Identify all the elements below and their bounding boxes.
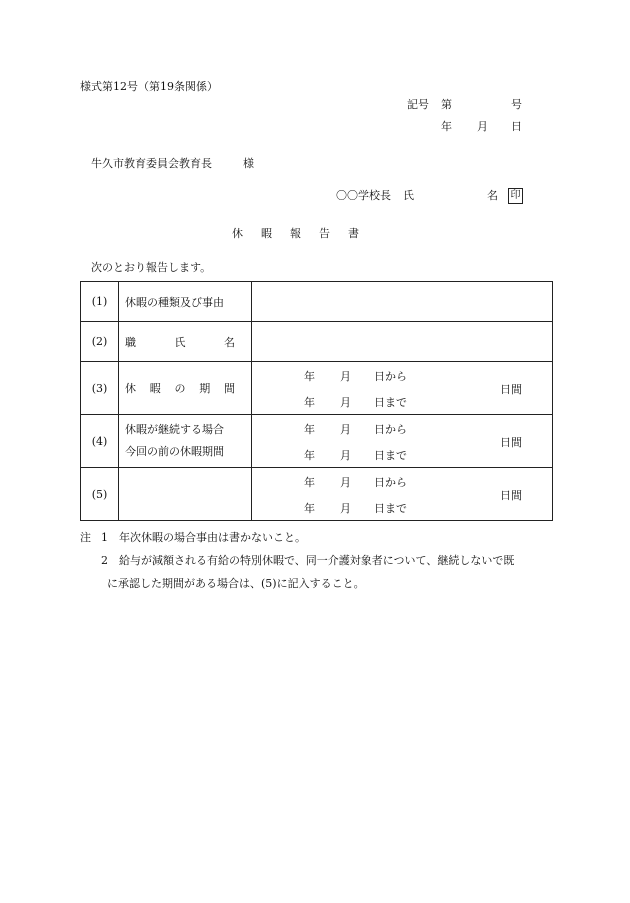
addressee-honorific: 様	[243, 157, 254, 170]
period-value-cell[interactable]: 年 月 日から 年 月 日まで 日間	[252, 362, 553, 415]
title-char: 暇	[261, 227, 272, 240]
ref-label: 記号	[407, 98, 429, 111]
seal-mark: 印	[508, 188, 523, 204]
sender-title: 〇〇学校長	[336, 189, 391, 202]
row-number: (2)	[81, 322, 119, 362]
days-label: 日間	[500, 436, 522, 449]
previous-period-value-cell[interactable]: 年 月 日から 年 月 日まで 日間	[252, 415, 553, 468]
note-text-continued: に承認した期間がある場合は、(5)に記入すること。	[107, 577, 365, 590]
extra-period-value-cell[interactable]: 年 月 日から 年 月 日まで 日間	[252, 468, 553, 521]
table-row	[81, 282, 553, 322]
table-row	[81, 468, 553, 521]
row-number: (1)	[81, 282, 119, 322]
report-table	[80, 281, 553, 521]
notes-prefix: 注	[80, 531, 91, 544]
note-text: 年次休暇の場合事由は書かないこと。	[119, 531, 306, 544]
row-label-name: 職 氏 名	[119, 322, 252, 362]
row-number: (4)	[81, 415, 119, 468]
intro-text: 次のとおり報告します。	[91, 261, 212, 274]
form-number: 様式第12号（第19条関係）	[80, 80, 218, 93]
note-number: 1	[101, 531, 108, 544]
note-number: 2	[101, 554, 108, 567]
row-number: (5)	[81, 468, 119, 521]
table-row	[81, 322, 553, 362]
table-row	[81, 415, 553, 468]
date-month: 月	[477, 120, 488, 133]
name-value-cell[interactable]	[252, 322, 553, 362]
addressee: 牛久市教育委員会教育長	[91, 157, 212, 170]
reason-value-cell[interactable]	[252, 282, 553, 322]
document-title	[223, 227, 368, 241]
days-label: 日間	[500, 489, 522, 502]
ref-dai: 第	[441, 98, 452, 111]
row-label-period: 休 暇 の 期 間	[119, 362, 252, 415]
table-row	[81, 362, 553, 415]
title-char: 報	[290, 227, 301, 240]
sender-shi: 氏	[403, 189, 414, 202]
date-day: 日	[511, 120, 522, 133]
sender-mei: 名	[487, 189, 498, 202]
days-label: 日間	[500, 383, 522, 396]
row-label-blank[interactable]	[119, 468, 252, 521]
row-number: (3)	[81, 362, 119, 415]
title-char: 告	[319, 227, 330, 240]
row-label-reason: 休暇の種類及び事由	[119, 282, 252, 322]
ref-go: 号	[511, 98, 522, 111]
title-char: 書	[348, 227, 359, 240]
date-year: 年	[441, 120, 452, 133]
row-label-previous-period: 休暇が継続する場合 今回の前の休暇期間	[119, 415, 252, 468]
title-char: 休	[232, 227, 243, 240]
note-text: 給与が減額される有給の特別休暇で、同一介護対象者について、継続しないで既	[119, 554, 515, 567]
